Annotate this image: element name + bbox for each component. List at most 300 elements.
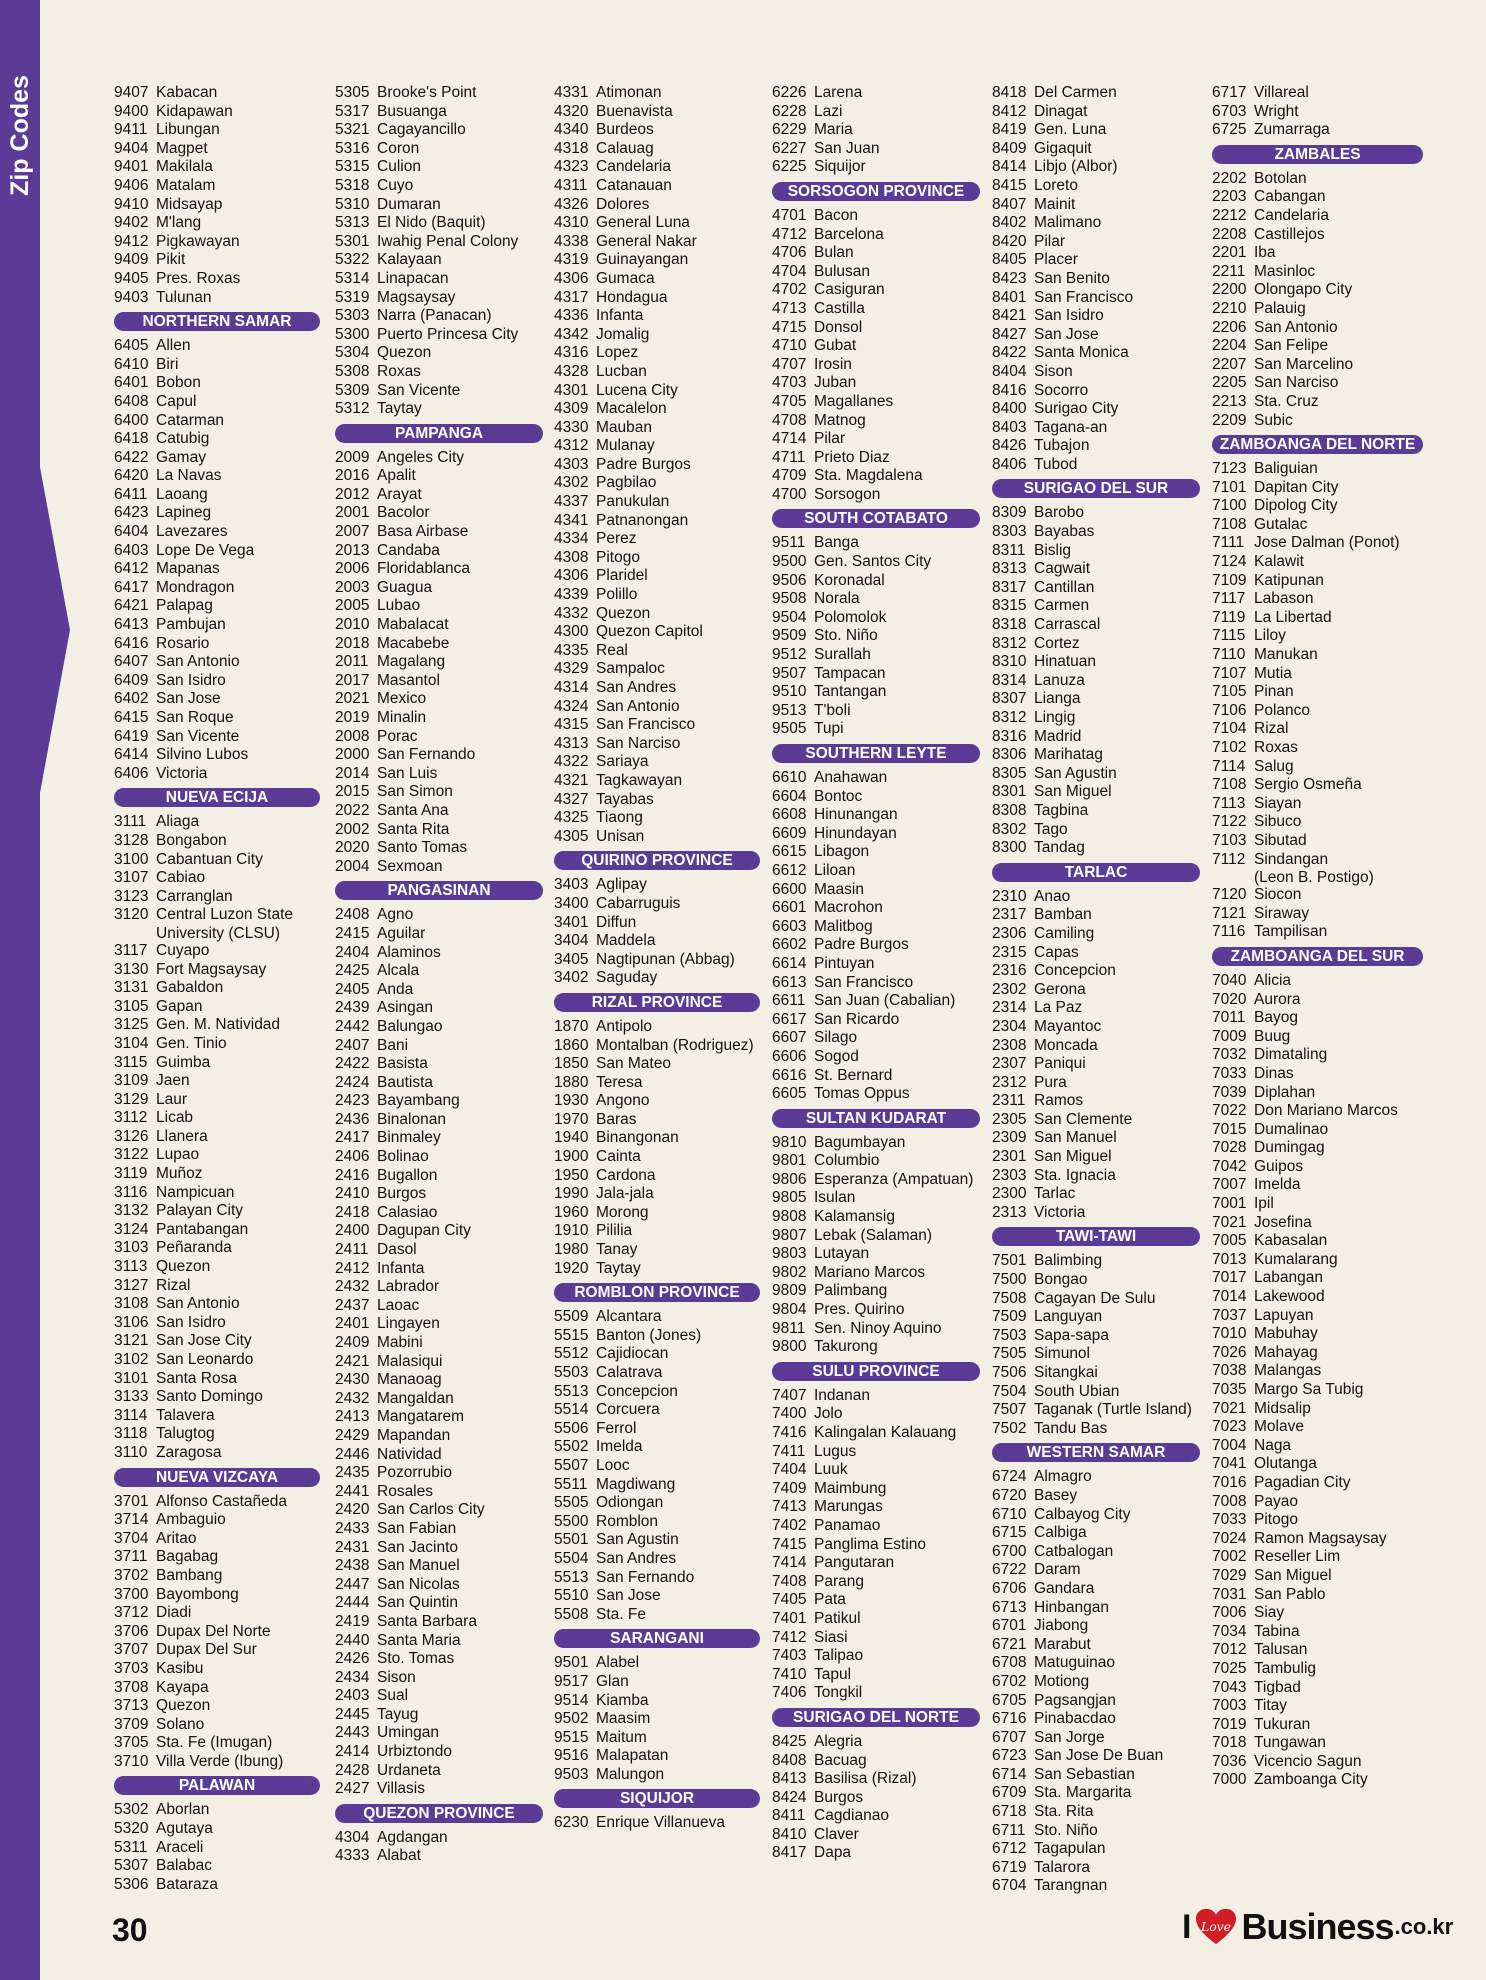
zip-code: 6423 xyxy=(114,504,149,522)
zip-entry xyxy=(772,646,984,665)
municipality-name: Sta. Magdalena xyxy=(814,467,923,485)
municipality-name: Banton (Jones) xyxy=(596,1326,702,1344)
zip-entry xyxy=(554,809,764,828)
zip-entry xyxy=(335,504,547,523)
zip-entry xyxy=(992,177,1204,196)
zip-code: 6725 xyxy=(1212,121,1247,139)
zip-code: 8425 xyxy=(772,1732,807,1750)
municipality-name: Ramos xyxy=(1034,1092,1084,1110)
zip-code: 7022 xyxy=(1212,1102,1247,1120)
zip-entry xyxy=(335,1018,547,1037)
zip-code: 7413 xyxy=(772,1498,807,1516)
zip-code: 6724 xyxy=(992,1468,1027,1486)
zip-entry xyxy=(335,690,547,709)
zip-column xyxy=(335,84,547,1866)
municipality-name: Bautista xyxy=(377,1073,434,1091)
zip-code: 4715 xyxy=(772,318,807,336)
zip-entry xyxy=(992,925,1204,944)
municipality-name: Lapineg xyxy=(156,504,212,522)
municipality-name: Mayantoc xyxy=(1034,1017,1102,1035)
zip-entry xyxy=(1212,1139,1427,1158)
zip-entry xyxy=(554,382,764,401)
zip-code: 8419 xyxy=(992,121,1027,139)
municipality-name: Alaminos xyxy=(377,943,441,961)
zip-entry xyxy=(772,1171,984,1190)
zip-entry xyxy=(992,419,1204,438)
zip-code: 3129 xyxy=(114,1090,149,1108)
zip-code: 2427 xyxy=(335,1780,370,1798)
municipality-name: San Manuel xyxy=(1034,1129,1117,1147)
zip-entry xyxy=(554,177,764,196)
zip-code: 6404 xyxy=(114,523,149,541)
zip-code: 2003 xyxy=(335,578,370,596)
municipality-name: Botolan xyxy=(1254,169,1307,187)
zip-entry xyxy=(1212,665,1427,684)
zip-entry xyxy=(554,1550,764,1569)
zip-entry xyxy=(1212,832,1427,851)
zip-code: 8313 xyxy=(992,560,1027,578)
municipality-name: Socorro xyxy=(1034,381,1089,399)
zip-entry xyxy=(992,344,1204,363)
zip-code: 6709 xyxy=(992,1784,1027,1802)
zip-entry xyxy=(114,560,324,579)
zip-code: 6407 xyxy=(114,653,149,671)
zip-entry xyxy=(114,467,324,486)
municipality-name: Sto. Niño xyxy=(1034,1821,1098,1839)
zip-code: 8426 xyxy=(992,437,1027,455)
zip-entry xyxy=(992,1784,1204,1803)
municipality-name: Sta. Cruz xyxy=(1254,392,1319,410)
zip-entry xyxy=(335,1687,547,1706)
municipality-name: Sapa-sapa xyxy=(1034,1326,1109,1344)
zip-entry xyxy=(772,955,984,974)
municipality-name: Maasim xyxy=(596,1710,651,1728)
zip-entry xyxy=(114,1530,324,1549)
zip-entry xyxy=(114,214,324,233)
zip-entry xyxy=(335,1576,547,1595)
zip-code: 7038 xyxy=(1212,1362,1247,1380)
municipality-name: Calauag xyxy=(596,139,654,157)
zip-code: 7110 xyxy=(1212,646,1246,664)
municipality-name: Dasol xyxy=(377,1241,417,1259)
page-number: 30 xyxy=(112,1912,148,1948)
municipality-name: Santa Rita xyxy=(377,820,450,838)
zip-entry xyxy=(772,1807,984,1826)
municipality-name: Angono xyxy=(596,1092,650,1110)
zip-code: 6418 xyxy=(114,430,149,448)
municipality-name: Diplahan xyxy=(1254,1083,1316,1101)
municipality-name: Panamao xyxy=(814,1516,881,1534)
zip-code: 5315 xyxy=(335,158,370,176)
zip-entry xyxy=(992,1345,1204,1364)
municipality-name: Talugtog xyxy=(156,1425,215,1443)
zip-entry xyxy=(554,1308,764,1327)
municipality-name: Guimba xyxy=(156,1053,211,1071)
zip-code: 2426 xyxy=(335,1650,370,1668)
municipality-name: Cardona xyxy=(596,1166,656,1184)
zip-entry xyxy=(114,1109,324,1128)
municipality-name: South Ubian xyxy=(1034,1382,1120,1400)
zip-code: 6608 xyxy=(772,806,807,824)
zip-code: 6419 xyxy=(114,727,149,745)
zip-entry xyxy=(554,84,764,103)
zip-entry xyxy=(772,84,984,103)
zip-entry xyxy=(554,251,764,270)
zip-code: 9515 xyxy=(554,1728,589,1746)
zip-entry xyxy=(335,1650,547,1669)
zip-entry xyxy=(335,1594,547,1613)
zip-code: 2305 xyxy=(992,1110,1027,1128)
zip-code: 7017 xyxy=(1212,1269,1247,1287)
zip-entry xyxy=(772,1208,984,1227)
zip-entry xyxy=(1212,1771,1427,1790)
zip-entry xyxy=(554,969,764,988)
zip-code: 6403 xyxy=(114,541,149,559)
municipality-name: Tagapulan xyxy=(1034,1840,1106,1858)
zip-entry xyxy=(1212,300,1427,319)
zip-entry xyxy=(1212,646,1427,665)
zip-code: 5306 xyxy=(114,1875,149,1893)
province-header: SULTAN KUDARAT xyxy=(772,1109,980,1128)
zip-code: 9517 xyxy=(554,1672,589,1690)
zip-code: 3115 xyxy=(114,1053,148,1071)
zip-code: 9516 xyxy=(554,1747,589,1765)
zip-code: 2300 xyxy=(992,1185,1027,1203)
municipality-name: Iwahig Penal Colony xyxy=(377,232,519,250)
zip-entry xyxy=(114,1679,324,1698)
municipality-name: Bayombong xyxy=(156,1585,239,1603)
zip-code: 2204 xyxy=(1212,337,1247,355)
municipality-name: Hinbangan xyxy=(1034,1598,1109,1616)
municipality-name: Bulan xyxy=(814,244,854,262)
municipality-name: Dipolog City xyxy=(1254,497,1338,515)
zip-entry xyxy=(554,1401,764,1420)
municipality-name: Bugallon xyxy=(377,1166,438,1184)
zip-entry xyxy=(554,1673,764,1692)
municipality-name: Enrique Villanueva xyxy=(596,1814,725,1832)
zip-code: 4319 xyxy=(554,251,589,269)
municipality-name: Del Carmen xyxy=(1034,84,1117,101)
municipality-name: Mulanay xyxy=(596,437,655,455)
zip-entry xyxy=(772,158,984,177)
municipality-name: Hinundayan xyxy=(814,824,897,842)
municipality-name: Siasi xyxy=(814,1628,848,1646)
zip-entry xyxy=(335,449,547,468)
municipality-name: San Roque xyxy=(156,709,234,726)
zip-code: 2404 xyxy=(335,943,370,961)
zip-entry xyxy=(772,1844,984,1863)
municipality-name: Teresa xyxy=(596,1073,643,1091)
zip-code: 8307 xyxy=(992,690,1027,708)
zip-entry xyxy=(335,728,547,747)
zip-code: 2400 xyxy=(335,1222,370,1240)
zip-code: 6705 xyxy=(992,1691,1027,1709)
zip-code xyxy=(1212,869,1254,886)
municipality-name: Ambaguio xyxy=(156,1511,226,1529)
zip-code: 1950 xyxy=(554,1166,589,1184)
municipality-name: Jaen xyxy=(156,1072,190,1090)
zip-code: 4316 xyxy=(554,344,589,362)
zip-entry xyxy=(114,597,324,616)
sidebar-ribbon xyxy=(0,0,74,1980)
zip-code: 2437 xyxy=(335,1296,370,1314)
zip-code: 8305 xyxy=(992,764,1027,782)
zip-code: 7120 xyxy=(1212,886,1247,904)
zip-code: 6706 xyxy=(992,1579,1027,1597)
zip-code: 7113 xyxy=(1212,794,1246,812)
zip-entry xyxy=(992,1561,1204,1580)
municipality-name: San Francisco xyxy=(814,973,914,991)
zip-code: 5500 xyxy=(554,1512,589,1530)
zip-code: 2022 xyxy=(335,801,370,819)
municipality-name: Araceli xyxy=(156,1838,204,1856)
zip-entry xyxy=(554,1587,764,1606)
municipality-name: Llanera xyxy=(156,1127,208,1145)
municipality-name: Guipos xyxy=(1254,1157,1304,1175)
zip-code: 3109 xyxy=(114,1072,149,1090)
zip-code: 7018 xyxy=(1212,1734,1247,1752)
zip-entry xyxy=(335,1167,547,1186)
zip-code: 8415 xyxy=(992,176,1027,194)
zip-entry xyxy=(992,1636,1204,1655)
municipality-name: Hinatuan xyxy=(1034,653,1097,671)
zip-code: 2308 xyxy=(992,1036,1027,1054)
zip-code: 6227 xyxy=(772,139,807,157)
municipality-name: Villa Verde (Ibung) xyxy=(156,1752,284,1770)
municipality-name: Asingan xyxy=(377,999,434,1017)
zip-entry xyxy=(554,437,764,456)
municipality-name: Montalban (Rodriguez) xyxy=(596,1036,754,1054)
zip-entry xyxy=(992,690,1204,709)
municipality-name: Motiong xyxy=(1034,1672,1090,1690)
municipality-name: San Nicolas xyxy=(377,1575,460,1593)
zip-entry xyxy=(1212,412,1427,431)
zip-entry xyxy=(1212,1641,1427,1660)
municipality-name: Bontoc xyxy=(814,787,863,805)
zip-entry xyxy=(114,523,324,542)
zip-code: 2210 xyxy=(1212,299,1247,317)
municipality-name: Macabebe xyxy=(377,634,450,652)
municipality-name: Patikul xyxy=(814,1609,861,1627)
zip-entry xyxy=(772,337,984,356)
zip-code: 5302 xyxy=(114,1801,149,1819)
municipality-name: Basilisa (Rizal) xyxy=(814,1770,917,1788)
zip-entry xyxy=(335,1074,547,1093)
zip-entry xyxy=(1212,337,1427,356)
municipality-name: Dapa xyxy=(814,1844,852,1862)
municipality-name: Cuyo xyxy=(377,176,414,194)
municipality-name: Pitogo xyxy=(596,548,640,566)
zip-code: 4315 xyxy=(554,716,589,734)
zip-entry xyxy=(554,158,764,177)
municipality-name: Lebak (Salaman) xyxy=(814,1226,933,1244)
municipality-name: Makilala xyxy=(156,158,213,176)
zip-code: 3130 xyxy=(114,960,149,978)
zip-entry xyxy=(114,1604,324,1623)
municipality-name: Bayabas xyxy=(1034,523,1095,541)
municipality-name: Tubajon xyxy=(1034,437,1090,455)
municipality-name: Candaba xyxy=(377,541,440,559)
zip-entry xyxy=(114,1876,324,1895)
zip-code: 8402 xyxy=(992,214,1027,232)
zip-code: 6711 xyxy=(992,1821,1026,1839)
zip-code: 7508 xyxy=(992,1289,1027,1307)
zip-entry xyxy=(114,1753,324,1772)
zip-entry xyxy=(992,1859,1204,1878)
zip-entry xyxy=(772,1573,984,1592)
zip-entry xyxy=(335,906,547,925)
zip-code: 9404 xyxy=(114,139,149,157)
zip-entry xyxy=(335,616,547,635)
zip-entry xyxy=(114,728,324,747)
zip-entry xyxy=(1212,1362,1427,1381)
zip-entry xyxy=(772,1245,984,1264)
zip-entry xyxy=(772,356,984,375)
zip-code: 7108 xyxy=(1212,515,1247,533)
municipality-name: Lianga xyxy=(1034,690,1081,708)
municipality-name: Sta. Fe (Imugan) xyxy=(156,1734,273,1752)
municipality-name: Tarlac xyxy=(1034,1185,1076,1203)
municipality-name: Pambujan xyxy=(156,616,226,634)
municipality-name: Natividad xyxy=(377,1445,442,1463)
municipality-name: Catanauan xyxy=(596,176,672,194)
zip-entry xyxy=(772,412,984,431)
municipality-name: San Antonio xyxy=(596,697,680,715)
zip-entry xyxy=(335,1706,547,1725)
zip-code: 7408 xyxy=(772,1572,807,1590)
zip-entry xyxy=(1212,1232,1427,1251)
municipality-name: Kumalarang xyxy=(1254,1250,1338,1268)
zip-code: 2004 xyxy=(335,857,370,875)
zip-entry xyxy=(1212,972,1427,991)
zip-code: 4309 xyxy=(554,400,589,418)
zip-entry xyxy=(335,363,547,382)
zip-code: 4714 xyxy=(772,430,807,448)
municipality-name: Infanta xyxy=(377,1259,425,1277)
municipality-name: Marihatag xyxy=(1034,746,1103,764)
zip-code: 4706 xyxy=(772,244,807,262)
zip-entry xyxy=(114,289,324,308)
municipality-name: Pres. Roxas xyxy=(156,269,241,287)
municipality-name: Gen. M. Natividad xyxy=(156,1016,281,1034)
zip-entry xyxy=(992,121,1204,140)
zip-code: 6402 xyxy=(114,690,149,708)
municipality-name: San Miguel xyxy=(1034,783,1112,801)
zip-code: 4310 xyxy=(554,214,589,232)
zip-code: 6720 xyxy=(992,1486,1027,1504)
zip-entry xyxy=(992,944,1204,963)
zip-code: 1970 xyxy=(554,1110,589,1128)
zip-code: 5307 xyxy=(114,1857,149,1875)
zip-entry xyxy=(772,207,984,226)
municipality-name: San Vicente xyxy=(377,381,461,399)
zip-code: 8405 xyxy=(992,251,1027,269)
municipality-name: Santa Ana xyxy=(377,801,449,819)
zip-entry xyxy=(992,888,1204,907)
zip-code: 6714 xyxy=(992,1765,1027,1783)
zip-code: 7403 xyxy=(772,1647,807,1665)
municipality-name: San Miguel xyxy=(1034,1148,1112,1166)
zip-code: 6617 xyxy=(772,1010,807,1028)
zip-code: 2447 xyxy=(335,1575,370,1593)
municipality-name: Alicia xyxy=(1254,971,1292,989)
zip-code: 3123 xyxy=(114,887,149,905)
municipality-name: Romblon xyxy=(596,1512,659,1530)
zip-entry xyxy=(992,579,1204,598)
municipality-name: San Fernando xyxy=(377,746,476,764)
municipality-name: Liloy xyxy=(1254,627,1286,645)
zip-entry xyxy=(1212,1604,1427,1623)
municipality-name: Santo Domingo xyxy=(156,1388,263,1406)
municipality-name: Donsol xyxy=(814,318,863,336)
municipality-name: Barcelona xyxy=(814,225,884,243)
zip-entry xyxy=(335,1464,547,1483)
municipality-name: Pinan xyxy=(1254,683,1294,701)
zip-entry xyxy=(1212,393,1427,412)
zip-code: 2009 xyxy=(335,448,370,466)
municipality-name: Madrid xyxy=(1034,727,1082,745)
zip-entry xyxy=(335,1371,547,1390)
province-header: SIQUIJOR xyxy=(554,1789,760,1808)
municipality-name: Olongapo City xyxy=(1254,281,1353,299)
municipality-name: Villasis xyxy=(377,1780,425,1798)
municipality-name: Anahawan xyxy=(814,769,888,786)
zip-entry xyxy=(992,1420,1204,1439)
municipality-name: Guinayangan xyxy=(596,251,689,269)
municipality-name: Aguilar xyxy=(377,924,426,942)
municipality-name: Basey xyxy=(1034,1486,1078,1504)
municipality-name: Banga xyxy=(814,534,859,552)
zip-code: 9808 xyxy=(772,1208,807,1226)
brand-logo xyxy=(1182,1906,1453,1948)
municipality-name: Mabuhay xyxy=(1254,1325,1318,1343)
municipality-name: Laoang xyxy=(156,485,208,503)
zip-entry xyxy=(772,1591,984,1610)
municipality-name: Bayog xyxy=(1254,1009,1298,1027)
zip-entry xyxy=(335,467,547,486)
municipality-name: Languyan xyxy=(1034,1308,1103,1326)
zip-entry xyxy=(335,1762,547,1781)
municipality-name: Parang xyxy=(814,1572,864,1590)
zip-entry xyxy=(992,616,1204,635)
municipality-name: Tantangan xyxy=(814,683,887,701)
municipality-name: Tambulig xyxy=(1254,1659,1317,1677)
municipality-name: Mexico xyxy=(377,690,427,708)
municipality-name: Rosales xyxy=(377,1482,433,1500)
zip-entry xyxy=(335,821,547,840)
municipality-name: Binalonan xyxy=(377,1110,446,1128)
zip-code: 1920 xyxy=(554,1259,589,1277)
zip-code: 6229 xyxy=(772,121,807,139)
municipality-name: La Navas xyxy=(156,467,222,485)
zip-entry xyxy=(114,1820,324,1839)
zip-code: 2436 xyxy=(335,1110,370,1128)
zip-code: 2311 xyxy=(992,1092,1026,1110)
zip-entry xyxy=(335,382,547,401)
zip-entry xyxy=(772,1684,984,1703)
zip-entry xyxy=(992,158,1204,177)
zip-code: 7410 xyxy=(772,1665,807,1683)
zip-code: 4341 xyxy=(554,511,589,529)
municipality-name: Burdeos xyxy=(596,121,654,139)
zip-entry xyxy=(114,1202,324,1221)
zip-entry xyxy=(992,1055,1204,1074)
municipality-name: Subic xyxy=(1254,411,1293,429)
zip-code: 6614 xyxy=(772,954,807,972)
municipality-name: Silago xyxy=(814,1029,858,1047)
zip-code: 3405 xyxy=(554,950,589,968)
municipality-name: Lope De Vega xyxy=(156,541,255,559)
